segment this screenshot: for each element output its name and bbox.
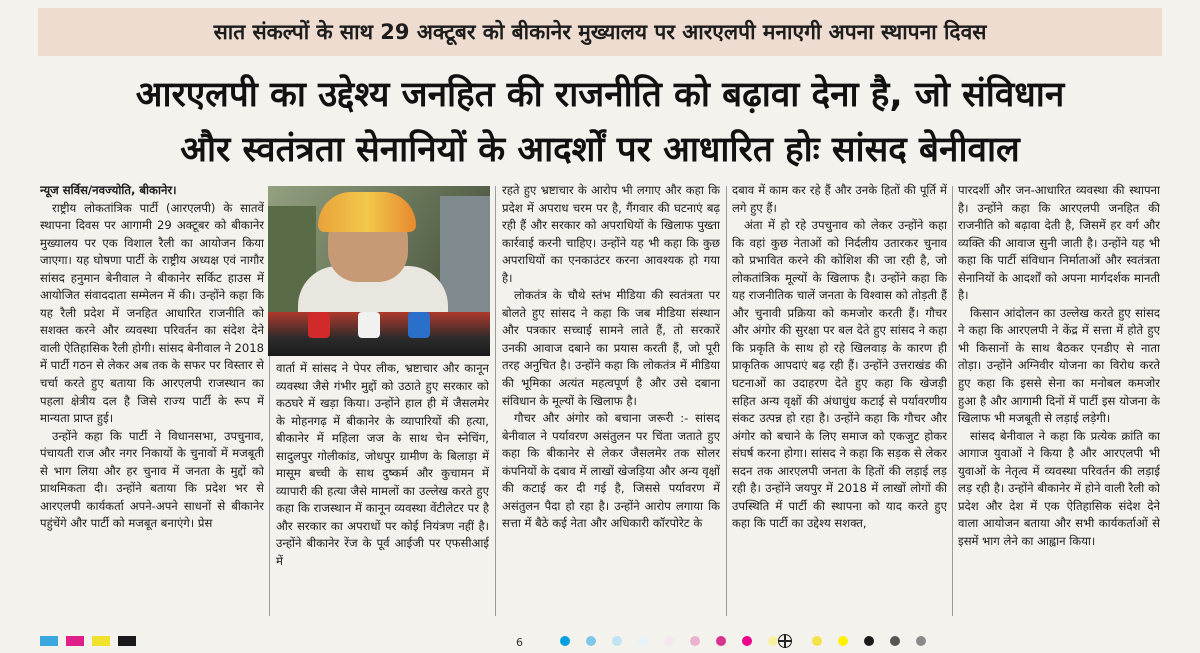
paragraph: वार्ता में सांसद ने पेपर लीक, भ्रष्टाचार और कानून व्यवस्था जैसे गंभीर मुद्दों को उठाते हुए सरकार को कठघरे में खड़ा किया। उन्होंने हाल ही में जैसलमेर के मोहनगढ़ में बीकानेर के व्यापारियों की हत्या, बीकानेर में महिला जज के साथ चेन स्नेचिंग, सादुलपुर गोलीकांड, जोधपुर ग्रामीण के बिलाड़ा में मासूम बच्ची के साथ दुष्कर्म और कुचामन में व्यापारी की हत्या जैसे मामलों का उल्लेख करते हुए कहा कि राजस्थान में कानून व्यवस्था वेंटीलेटर पर है और सरकार का अपराधों पर कोई नियंत्रण नहीं है। उन्होंने बीकानेर रेंज के पूर्व आईजी पर एफसीआई में — [276, 361, 489, 569]
paragraph: सांसद बेनीवाल ने कहा कि प्रत्येक क्रांति का आगाज युवाओं ने किया है और आरएलपी भी युवाओं के नेतृत्व में व्यवस्था परिवर्तन की लड़ाई लड़ रही है। उन्होंने बीकानेर में होने वाली रैली को प्रदेश और देश में एक ऐतिहासिक संदेश देने वाला आयोजन बताया और सभी कार्यकर्ताओं से इसमें भाग लेने का आह्वान किया। — [958, 428, 1160, 548]
registration-swatch — [664, 636, 674, 646]
registration-mark-icon — [778, 634, 792, 648]
paragraph: पारदर्शी और जन-आधारित व्यवस्था की स्थापना है। उन्होंने कहा कि आरएलपी जनहित की राजनीति को बढ़ावा देती है, जिसमें हर वर्ग और व्यक्ति की आवाज सुनी जाती है। उन्होंने यह भी कहा कि पार्टी संविधान निर्माताओं और स्वतंत्रता सेनानियों के आदर्शों को अपना मार्गदर्शक मानती है। — [958, 183, 1160, 303]
paragraph: दबाव में काम कर रहे हैं और उनके हितों की पूर्ति में लगे हुए हैं। — [732, 183, 947, 215]
registration-swatch — [66, 636, 84, 646]
paragraph: गौचर और अंगोर को बचाना जरूरी :- सांसद बेनीवाल ने पर्यावरण असंतुलन पर चिंता जताते हुए कहा कि बीकानेर से लेकर जैसलमेर तक सोलर कंपनियों के दबाव में लाखों खेजड़िया और अन्य वृक्षों की कटाई कर दी गई है, जिससे पर्यावरण में असंतुलन पैदा हो रहा है। उन्होंने आरोप लगाया कि सत्ता में बैठे कई नेता और अधिकारी कॉरपोरेट के — [502, 411, 720, 531]
paragraph: उन्होंने कहा कि पार्टी ने विधानसभा, उपचुनाव, पंचायती राज और नगर निकायों के चुनावों में मजबूती से भाग लिया और हर चुनाव में जनता के मुद्दों को प्राथमिकता दी। उन्होंने बताया कि प्रदेश भर से आरएलपी कार्यकर्ता अपने-अपने साधनों से बीकानेर पहुंचेंगे और पार्टी को मजबूत बनाएंगे। प्रेस — [40, 428, 264, 531]
page-number: 6 — [516, 636, 523, 649]
registration-swatch — [40, 636, 58, 646]
column-5 — [958, 182, 1160, 622]
column-rule — [726, 186, 727, 616]
kicker-strap: सात संकल्पों के साथ 29 अक्टूबर को बीकानेर मुख्यालय पर आरएलपी मनाएगी अपना स्थापना दिवस — [38, 8, 1162, 56]
dateline: न्यूज सर्विस/नवज्योति, बीकानेर। — [40, 183, 177, 197]
column-rule — [495, 186, 496, 616]
paragraph: अंता में हो रहे उपचुनाव को लेकर उन्होंने कहा कि वहां कुछ नेताओं को निर्दलीय उतारकर चुनाव को प्रभावित करने की कोशिश की जा रही है, जो लोकतांत्रिक मूल्यों के खिलाफ है। उन्होंने कहा कि यह राजनीतिक चालें जनता के विश्वास को तोड़ती हैं और चुनावी प्रक्रिया को कमजोर करती हैं। गौचर और अंगोर की सुरक्षा पर बल देते हुए सांसद ने कहा कि प्रकृति के साथ हो रहे खिलवाड़ के कारण ही प्राकृतिक आपदाएं बढ़ रही हैं। उन्होंने उत्तराखंड की घटनाओं का उदाहरण देते हुए कहा कि खेजड़ी सहित अन्य वृक्षों की अंधाधुंध कटाई से पर्यावरणीय संकट उत्पन्न हो रहा है। उन्होंने कहा कि गौचर और अंगोर को बचाने के लिए समाज को एकजुट होकर संघर्ष करना होगा। सांसद ने कहा कि सड़क से लेकर सदन तक आरएलपी जनता के हितों की लड़ाई लड़ रही है। उन्होंने जयपुर में 2018 में लाखों लोगों की उपस्थिति में पार्टी की स्थापना को याद करते हुए कहा कि पार्टी का उद्देश्य सशक्त, — [732, 218, 947, 531]
paragraph: लोकतंत्र के चौथे स्तंभ मीडिया की स्वतंत्रता पर बोलते हुए सांसद ने कहा कि जब मीडिया संस्थान और पत्रकार सच्चाई सामने लाते हैं, तो सरकारें उनकी आवाज दबाने का प्रयास करती हैं, जो पूरी तरह अनुचित है। उन्होंने कहा कि लोकतंत्र में मीडिया की भूमिका अत्यंत महत्वपूर्ण है और उसे दबाना संविधान के मूल्यों के खिलाफ है। — [502, 288, 720, 408]
headline-line-1: आरएलपी का उद्देश्य जनहित की राजनीति को बढ़ावा देना है, जो संविधान — [135, 75, 1065, 115]
registration-swatch — [612, 636, 622, 646]
registration-swatch — [768, 636, 778, 646]
column-4 — [732, 182, 947, 622]
registration-swatch — [690, 636, 700, 646]
registration-swatch — [638, 636, 648, 646]
paragraph: राष्ट्रीय लोकतांत्रिक पार्टी (आरएलपी) के सातवें स्थापना दिवस पर आगामी 29 अक्टूबर को बीकानेर मुख्यालय पर एक विशाल रैली का आयोजन किया जाएगा। यह घोषणा पार्टी के राष्ट्रीय अध्यक्ष एवं नागौर सांसद हनुमान बेनीवाल ने बीकानेर सर्किट हाउस में आयोजित संवाददाता सम्मेलन में की। उन्होंने कहा कि यह रैली प्रदेश में जनहित आधारित राजनीति को सशक्त करने और व्यवस्था परिवर्तन का संदेश देने वाली ऐतिहासिक रैली होगी। सांसद बेनीवाल ने 2018 में पार्टी गठन से लेकर अब तक के सफर पर विस्तार से चर्चा करते हुए बताया कि आरएलपी राजस्थान का पहला क्षेत्रीय दल है जिसे राज्य पार्टी के रूप में मान्यता प्राप्त हुई। — [40, 200, 264, 426]
paragraph: रहते हुए भ्रष्टाचार के आरोप भी लगाए और कहा कि प्रदेश में अपराध चरम पर है, गैंगवार की घटनाएं बढ़ रही हैं और सरकार को अपराधियों के खिलाफ पुख्ता कार्रवाई करनी चाहिए। उन्होंने यह भी कहा कि कुछ अपराधियों का एनकाउंटर करना आवश्यक हो गया है। — [502, 183, 720, 285]
column-rule — [952, 186, 953, 616]
paragraph: किसान आंदोलन का उल्लेख करते हुए सांसद ने कहा कि आरएलपी ने केंद्र में सत्ता में होते हुए भी किसानों के साथ बैठकर एनडीए से नाता तोड़ा। उन्होंने अग्निवीर योजना का विरोध करते हुए कहा कि इससे सेना का मनोबल कमजोर हुआ है और आगामी दिनों में पार्टी इस योजना के खिलाफ भी मजबूती से लड़ाई लड़ेगी। — [958, 305, 1160, 426]
registration-swatch — [586, 636, 596, 646]
headline-line-2: और स्वतंत्रता सेनानियों के आदर्शों पर आधारित होः सांसद बेनीवाल — [180, 130, 1020, 170]
registration-swatch — [916, 636, 926, 646]
registration-swatch — [864, 636, 874, 646]
print-registration-strip — [0, 630, 1200, 653]
column-2 — [276, 360, 489, 622]
registration-swatch — [560, 636, 570, 646]
column-3 — [502, 182, 720, 622]
registration-swatch — [92, 636, 110, 646]
registration-swatch — [118, 636, 136, 646]
article-body — [40, 182, 1160, 622]
column-1 — [40, 182, 264, 622]
registration-swatch — [716, 636, 726, 646]
registration-swatch — [742, 636, 752, 646]
headline — [40, 68, 1160, 178]
registration-swatch — [838, 636, 848, 646]
registration-swatch — [812, 636, 822, 646]
registration-swatch — [890, 636, 900, 646]
press-conference-photo — [268, 186, 490, 356]
